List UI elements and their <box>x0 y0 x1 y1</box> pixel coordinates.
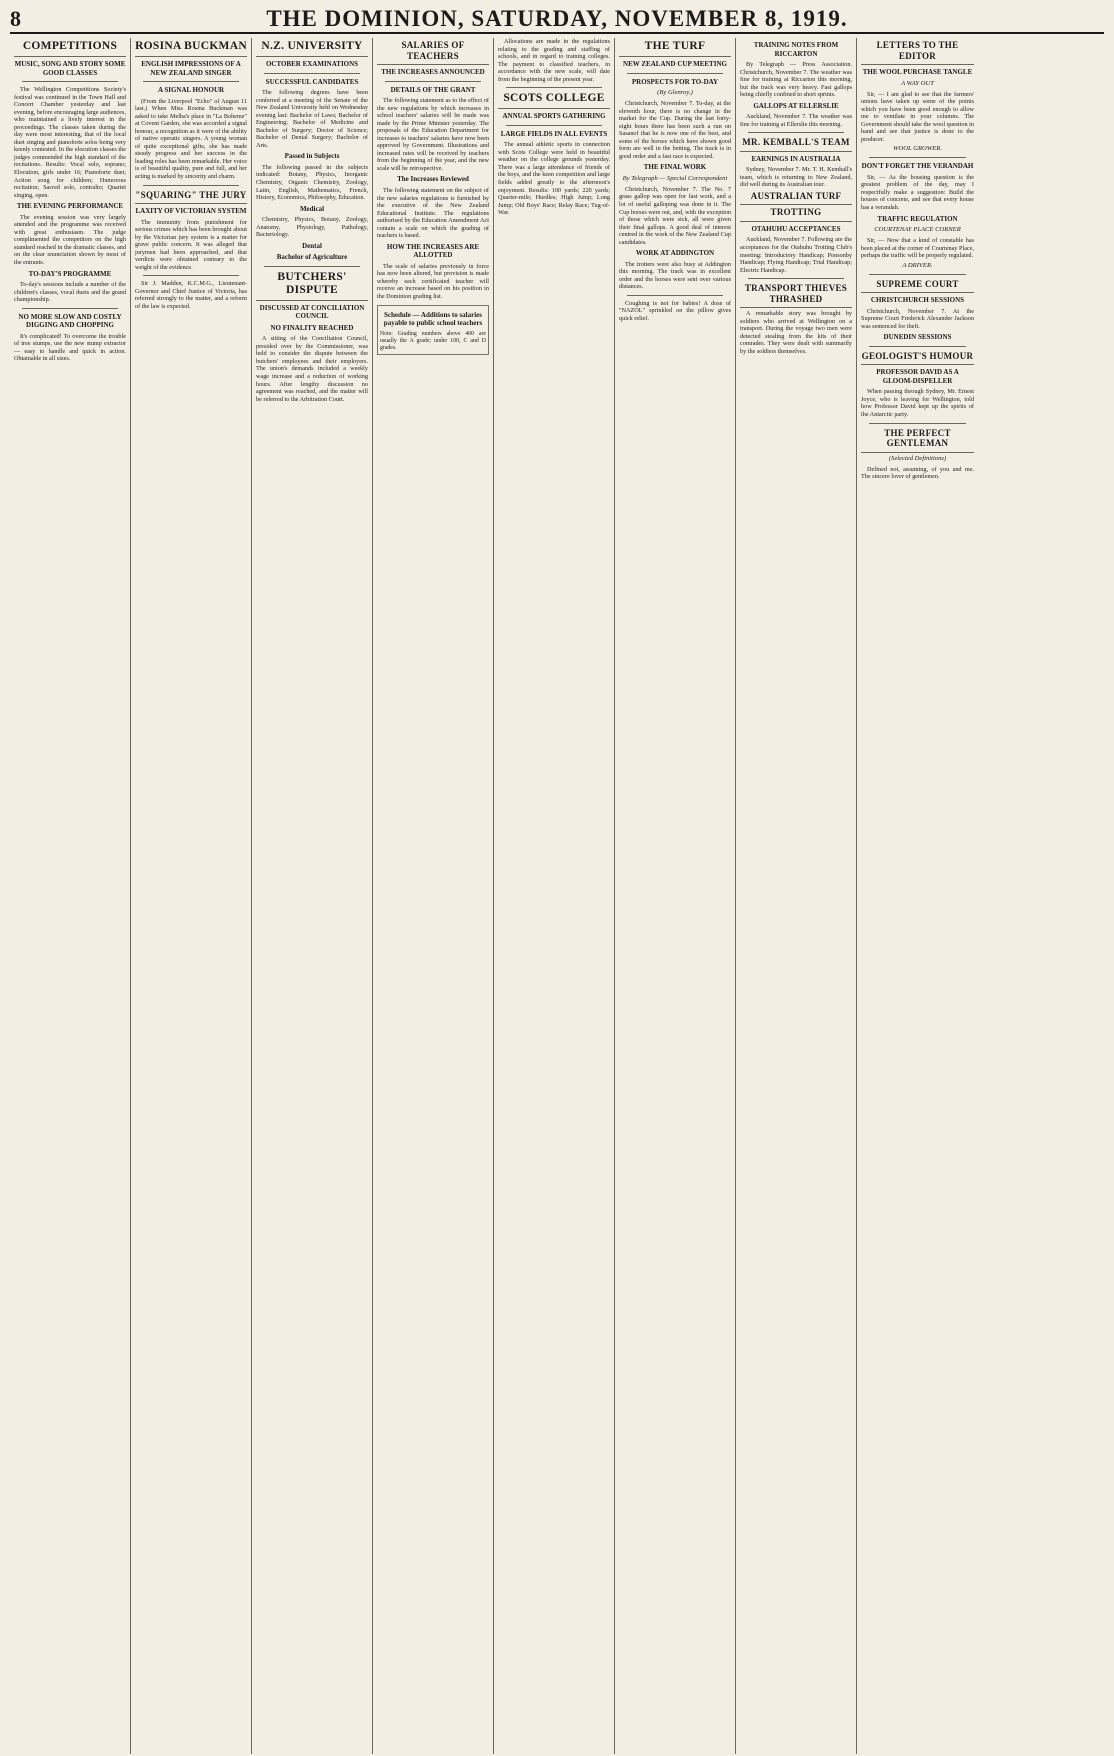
subhead: THE FINAL WORK <box>643 163 707 172</box>
article-body: The immunity from punishment for serious crimes which has been brought about by the Victorian jury system is a matter for grave public concern. It was alleged that jurymen had been approached, and that verdicts were obtained contrary to the weight of the evidence. <box>135 218 247 271</box>
byline: By Telegraph — Special Correspondent <box>622 174 728 182</box>
columns <box>10 38 1104 1754</box>
article-body: The scale of salaries previously in force has now been altered, but provision is made whereby each certificated teacher will receive an increase based on his position in the Dominion grading list. <box>377 262 489 300</box>
headline-perfect-gentleman: THE PERFECT GENTLEMAN <box>861 428 974 453</box>
subhead: THE WOOL PURCHASE TANGLE <box>862 68 973 76</box>
column-3 <box>252 38 373 1754</box>
subhead: LARGE FIELDS IN ALL EVENTS <box>500 129 608 138</box>
signature: WOOL GROWER. <box>893 145 942 153</box>
subhead: DISCUSSED AT CONCILIATION COUNCIL <box>259 303 365 321</box>
subhead: MUSIC, SONG AND STORY SOME GOOD CLASSES <box>14 60 126 77</box>
article-body: (From the Liverpool "Echo" of August 11 last.) When Miss Rosina Buckman was asked to take Melba's place in "La Boheme" at Covent Garden, she was accorded a signal honour, a recognition as it were of the ability of native operatic singers. A young woman of quite exceptional gifts, she has made steady progress and her success in the leading roles has been remarkable. Her voice is of beautiful quality, pure and full, and her acting is marked by sincerity and charm. <box>135 97 247 180</box>
headline-squaring-jury: "SQUARING" THE JURY <box>135 190 247 205</box>
article-body: Auckland, November 7. Following are the acceptances for the Otahuhu Trotting Club's meeting: Introductory Handicap; Ponsonby Handicap; Flying Handicap; Trial Handicap; Electric Handicap. <box>740 236 852 274</box>
headline-trotting: TROTTING <box>740 207 852 222</box>
article-body: The following degrees have been conferred at a meeting of the Senate of the New Zealand University held on Wednesday evening last: Bachelor of Laws; Bachelor of Engineering; Bachelor of Medicine and Bachelor of Surgery; Doctor of Science; Bachelor of Dental Surgery; Bachelor of Arts. <box>256 89 368 149</box>
article-body: The following statement on the subject of the new salaries regulations is furnished by the executive of the New Zealand Educational Institute. The regulations authorised by the Education Amendment Act contain a scale on which the grading of teachers is based. <box>377 186 489 240</box>
column-8 <box>857 38 978 1754</box>
subhead: DETAILS OF THE GRANT <box>390 85 476 94</box>
headline-scots-college: SCOTS COLLEGE <box>498 92 610 109</box>
headline-butchers-dispute: BUTCHERS' DISPUTE <box>256 271 368 301</box>
subhead: Medical <box>299 204 325 213</box>
column-2 <box>131 38 252 1754</box>
subhead: NO FINALITY REACHED <box>270 323 354 332</box>
article-body: The Wellington Competitions Society's festival was continued in the Town Hall and Concert Chamber yesterday and last evening, before encouraging large audiences, who maintained a lively interest in the proceedings. The classes taken during the day were most interesting, that of the local duet singing and pianoforte solos being very keenly contested. In the elocution classes the judges commended the high standard of the recitations. Results: Vocal solo, soprano; Elocution, girls under 16; Pianoforte duet; Action song for children; Humorous recitation; Sacred solo, contralto; Quartet singing, open. <box>14 86 126 199</box>
subhead: A WAY OUT <box>901 79 934 87</box>
subhead: The Increases Reviewed <box>397 175 469 184</box>
column-6 <box>615 38 736 1754</box>
table-note: Note: Grading numbers above 400 are usually the A grade; under 100, C and D grades. <box>380 330 486 351</box>
subhead: NO MORE SLOW AND COSTLY DIGGING AND CHOPPING <box>18 312 122 330</box>
article-body: A remarkable story was brought by soldiers who arrived at Wellington on a transport. During the voyage two men were detected stealing from the kits of their comrades. They were dealt with summarily by the soldiers themselves. <box>740 310 852 355</box>
headline-letters: LETTERS TO THE EDITOR <box>861 40 974 65</box>
headline-supreme-court: SUPREME COURT <box>861 279 974 294</box>
table-title: Schedule — Additions to salaries payable to public school teachers <box>383 310 483 328</box>
letter-body: Sir, — I am glad to see that the farmers' unions have taken up some of the points which you have been good enough to allow me to ventilate in your columns. The Government should take the wool question in hand and see that justice is done to the producer. <box>861 90 974 143</box>
headline-rosina-buckman: ROSINA BUCKMAN <box>135 40 247 57</box>
subhead: Dental <box>302 241 322 250</box>
article-body: Sydney, November 7. Mr. T. H. Kemball's team, which is returning to New Zealand, did well during its Australian tour. <box>740 166 852 189</box>
subhead: EARNINGS IN AUSTRALIA <box>751 154 841 163</box>
article-body: The annual athletic sports in connection with Scots College were held in beautiful weather on the college grounds yesterday. There was a large attendance of friends of the boys, and the keen competition and large fields added greatly to the afternoon's enjoyment. Results: 100 yards; 220 yards; Quarter-mile; Hurdles; High Jump; Long Jump; Old Boys' Race; Relay Race; Tug-of-War. <box>498 141 610 217</box>
headline-kemball-team: MR. KEMBALL'S TEAM <box>740 137 852 152</box>
article-body: To-day's sessions include a number of the children's classes, vocal duets and the grand championship. <box>14 281 126 304</box>
column-4 <box>373 38 494 1754</box>
subhead: OCTOBER EXAMINATIONS <box>265 60 359 68</box>
subhead: THE EVENING PERFORMANCE <box>16 202 124 211</box>
article-body: Sir J. Madden, K.C.M.G., Lieutenant-Governor and Chief Justice of Victoria, has referred strongly to the matter, and a reform of the law is expected. <box>135 280 247 310</box>
subhead: LAXITY OF VICTORIAN SYSTEM <box>135 207 247 216</box>
article-body: The evening session was very largely attended and the programme was received with great enthusiasm. The judge complimented the competitors on the high standard reached in the dramatic classes, and on the clear enunciation shown by most of the entrants. <box>14 213 126 266</box>
article-body: Christchurch, November 7. The No. 7 grass gallop was open for fast work, and a lot of useful galloping was done in it. The Cup horses were out, and, with the exception of those which were sick, all were given their final gallops. A good deal of interest centred in the work of the New Zealand Cup candidates. <box>619 185 731 246</box>
subhead: ANNUAL SPORTS GATHERING <box>502 112 606 121</box>
article-body: When passing through Sydney, Mr. Ernest Joyce, who is leaving for Wellington, told how Professor David kept up the spirits of the Antarctic party. <box>861 388 974 418</box>
letter-body: Sir, — Now that a kind of constable has been placed at the corner of Courtenay Place, perhaps the traffic will be properly regulated. <box>861 237 974 260</box>
headline-the-turf: THE TURF <box>619 40 731 57</box>
article-body: Christchurch, November 7. To-day, at the eleventh hour, there is no change in the market for the Cup. During the last forty-eight hours there has been such a run on Sasanof that he is now one of the best, and some of the horses which have shown good form are well in the betting. The track is in good order and a fast race is expected. <box>619 100 731 160</box>
headline-competitions: COMPETITIONS <box>14 40 126 57</box>
letter-body: Sir, — As the housing question is the greatest problem of the day, may I respectfully make a suggestion: Build the houses of concrete, and see that every house has a verandah. <box>861 173 974 212</box>
subhead: A SIGNAL HONOUR <box>157 86 225 94</box>
article-body: Chemistry, Physics, Botany, Zoology, Anatomy, Physiology, Pathology, Bacteriology. <box>256 216 368 239</box>
signature: A DRIVER. <box>902 261 933 269</box>
subhead: GALLOPS AT ELLERSLIE <box>753 101 839 110</box>
subhead: PROFESSOR DAVID AS A GLOOM-DISPELLER <box>876 368 959 385</box>
article-body: Auckland, November 7. The weather was fine for training at Ellerslie this morning. <box>740 113 852 128</box>
subhead: NEW ZEALAND CUP MEETING <box>623 60 727 68</box>
subhead: CHRISTCHURCH SESSIONS <box>870 296 965 305</box>
article-body: The following statement as to the effect of the new regulations by which increases in school teachers' salaries will be made was made by the Prime Minister yesterday. The proposals of the Education Department for increases to teachers' salaries have now been approved by Government. Illustrations and increased rates will be received by teachers from the beginning of the year, and the new scale will be retrospective. <box>377 97 489 172</box>
column-5 <box>494 38 615 1754</box>
article-body: The following passed in the subjects indicated: Botany, Physics, Inorganic Chemistry, Organic Chemistry, Zoology, Latin, English, Mathematics, French, History, Economics, Philosophy, Education. <box>256 163 368 202</box>
headline-teachers-salaries: SALARIES OF TEACHERS <box>377 40 489 65</box>
subhead: THE INCREASES ANNOUNCED <box>381 68 485 76</box>
subhead: (Selected Definitions) <box>888 454 947 462</box>
subhead: TRAINING NOTES FROM RICCARTON <box>753 41 839 58</box>
column-7 <box>736 38 857 1754</box>
article-body: A sitting of the Conciliation Council, presided over by the Commissioner, was held to consider the dispute between the butchers' employees and their employers. The union's demands included a weekly wage increase and a reduction of working hours. After lengthy discussion no agreement was reached, and the matter will be referred to the Arbitration Court. <box>256 335 368 403</box>
subhead: Passed in Subjects <box>284 152 340 161</box>
subhead: Bachelor of Agriculture <box>276 253 348 262</box>
subhead: TO-DAY'S PROGRAMME <box>28 269 112 278</box>
subhead: ENGLISH IMPRESSIONS OF A NEW ZEALAND SINGER <box>141 60 241 77</box>
subhead: OTAHUHU ACCEPTANCES <box>751 224 841 233</box>
article-body: The trotters were also busy at Addington this morning. The track was in excellent order and the horses were sent over various distances. <box>619 260 731 291</box>
masthead-title: THE DOMINION, SATURDAY, NOVEMBER 8, 1919. <box>266 6 848 31</box>
subhead: PROSPECTS FOR TO-DAY <box>631 77 719 86</box>
subhead: DUNEDIN SESSIONS <box>883 333 952 342</box>
subhead: COURTENAY PLACE CORNER <box>874 226 961 234</box>
headline-university: N.Z. UNIVERSITY <box>256 40 368 57</box>
article-body: By Telegraph — Press Association. Christchurch, November 7. The weather was fine for training at Riccarton this morning, but the track was very heavy. Fast gallops being chiefly confined to short sprints. <box>740 61 852 99</box>
article-body: Defined not, assuming, of you and me. The sincere lover of gentlemen. <box>861 465 974 481</box>
article-body: Allocations are made in the regulations relating to the grading and staffing of schools, and in regard to training colleges. The payment to classified teachers, in accordance with the new scale, will date from the beginning of the present year. <box>498 38 610 83</box>
subhead: DON'T FORGET THE VERANDAH <box>861 162 974 171</box>
headline-transport-thieves: TRANSPORT THIEVES THRASHED <box>740 283 852 308</box>
subhead: HOW THE INCREASES ARE ALLOTTED <box>386 242 480 260</box>
byline: (By Glenroy.) <box>657 89 693 96</box>
masthead <box>10 6 1104 34</box>
subhead: TRAFFIC REGULATION <box>877 214 958 223</box>
page-number: 8 <box>10 6 21 31</box>
salary-schedule-table <box>377 305 489 355</box>
headline-australian-turf: AUSTRALIAN TURF <box>740 191 852 206</box>
subhead: SUCCESSFUL CANDIDATES <box>265 77 359 86</box>
subhead: WORK AT ADDINGTON <box>635 249 715 258</box>
headline-geologist: GEOLOGIST'S HUMOUR <box>861 351 974 366</box>
advert-body: Coughing is not for babies! A dose of "NAZOL" sprinkled on the pillow gives quick relief. <box>619 299 731 323</box>
column-1 <box>10 38 131 1754</box>
advert-body: It's complicated! To overcome the trouble of tree stumps, use the new stump extractor — easy to handle and quick in action. Obtainable in all sizes. <box>14 332 126 363</box>
article-body: Christchurch, November 7. At the Supreme Court Frederick Alexander Jackson was sentenced for theft. <box>861 307 974 330</box>
